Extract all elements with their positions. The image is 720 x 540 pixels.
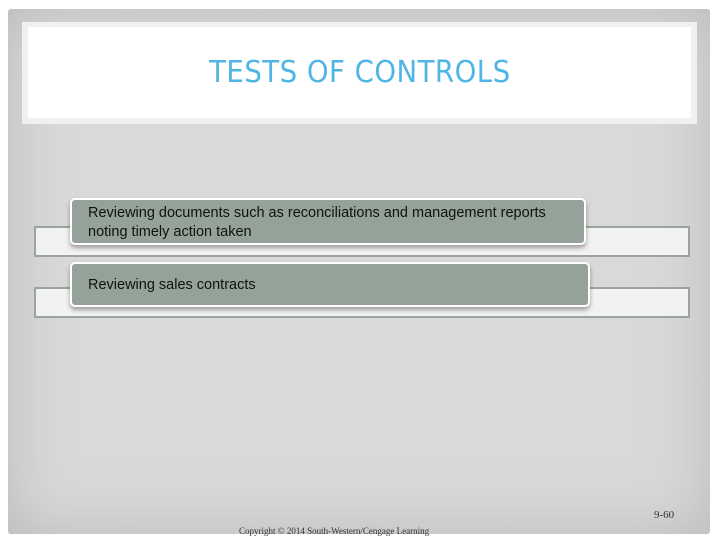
bullet-card-1-text: Reviewing documents such as reconciliations and management reports noting timely action taken xyxy=(88,205,546,240)
slide-title: TESTS OF CONTROLS xyxy=(208,55,511,90)
page-number: 9-60 xyxy=(654,509,675,521)
bullet-card-2 xyxy=(70,262,590,307)
bullet-card-1 xyxy=(70,198,586,245)
bullet-card-2-text: Reviewing sales contracts xyxy=(88,277,256,293)
title-box xyxy=(28,27,691,118)
copyright-notice: Copyright © 2014 South-Western/Cengage Learning xyxy=(239,526,430,536)
